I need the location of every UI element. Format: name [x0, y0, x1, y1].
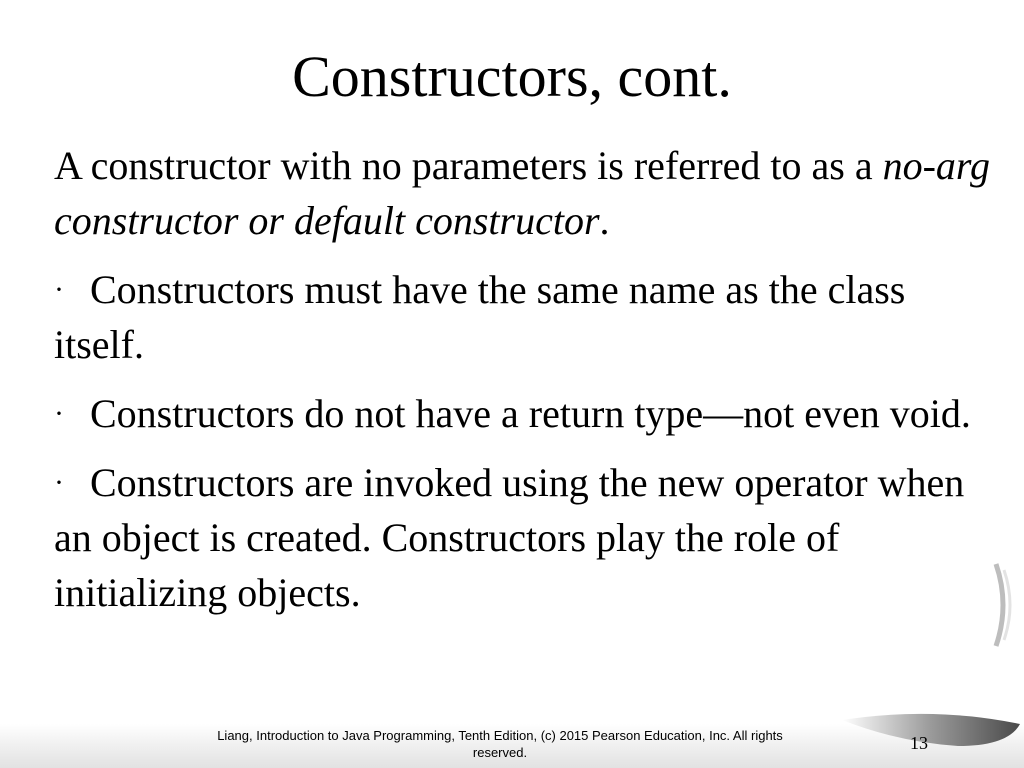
bullet-text: Constructors must have the same name as the class itself. [54, 267, 906, 367]
intro-paragraph [54, 138, 994, 248]
bullet-icon: · [54, 273, 64, 306]
page-number: 13 [910, 733, 928, 753]
decorative-arc [990, 560, 1024, 650]
bullet-item-2 [54, 386, 994, 441]
bullet-text: Constructors do not have a return type—not even void. [90, 391, 971, 436]
decorative-swoosh [838, 706, 1024, 768]
intro-italic-text: no-arg constructor or default constructor [54, 143, 990, 243]
bullet-icon: · [54, 397, 64, 430]
bullet-item-1 [54, 262, 994, 372]
slide-body [54, 138, 994, 634]
bullet-item-3 [54, 455, 994, 620]
footer-copyright: Liang, Introduction to Java Programming, Tenth Edition, (c) 2015 Pearson Education, Inc. All rights reserved. [217, 728, 783, 760]
intro-text-after: . [599, 198, 610, 243]
bullet-text: Constructors are invoked using the new operator when an object is created. Constructors play the role of initializing objects. [54, 460, 965, 615]
bullet-icon: · [54, 466, 64, 499]
slide-title: Constructors, cont. [292, 44, 732, 109]
intro-text-before: A constructor with no parameters is referred to as a [54, 143, 883, 188]
